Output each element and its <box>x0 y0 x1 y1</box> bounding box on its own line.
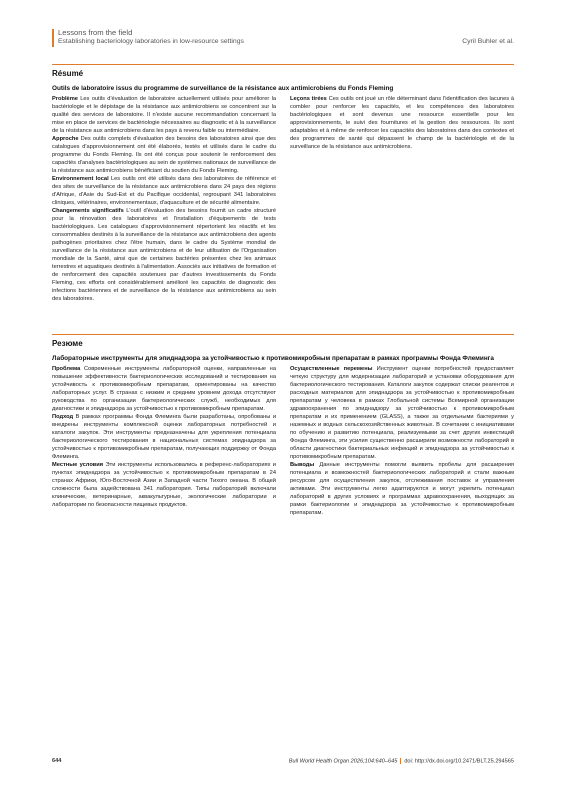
footer-citation-block <box>289 758 514 764</box>
russian-izmeneniya-paragraph <box>290 365 514 461</box>
running-header <box>52 28 514 48</box>
french-columns <box>52 95 514 303</box>
russian-mestnye-text: Эти инструменты использовались в референс-лабораториях и пунктах эпиднадзора за устойчивостью к противомикробным препаратам в 24 странах Африки, Юго-Восточной Азии и Западной части Тихого океана. В общей сложности была задействована 341 лаборатория. Типы лабораторий включали клинические, ветеринарные, аквакультурные, экологические лаборатории и лаборатории по безопасности пищевых продуктов. <box>52 462 276 508</box>
french-approche-text: Des outils complets d'évaluation des besoins des laboratoires ainsi que des catalogues d'approvisionnement ont été élaborés, testés et utilisés dans le cadre du programme du Fonds Fleming. Ils ont été conçus pour soutenir le renforcement des capacités d'analyses bactériologiques au sein de systèmes nationaux de surveillance de la résistance aux antimicrobiens bénéficiant du soutien du Fonds Fleming. <box>52 136 276 174</box>
section-rule <box>52 334 514 335</box>
header-accent-bar <box>52 29 54 47</box>
russian-vyvody-label: Выводы <box>290 462 315 468</box>
page-footer <box>52 758 514 768</box>
russian-izmeneniya-label: Осуществленные перемены <box>290 366 373 372</box>
french-probleme-text: Les outils d'évaluation de laboratoire actuellement utilisés pour améliorer la bactériologie et le dépistage de la résistance aux antimicrobiens se concentrent sur la qualité des services de laboratoire. Il n'existe aucune recommandation concernant la mise en place de services de bactériologie nécessaires au diagnostic et à la surveillance de la résistance aux antimicrobiens dans les pays à revenu faible ou intermédiaire. <box>52 96 276 134</box>
russian-abstract-title: Лабораторные инструменты для эпиднадзора за устойчивостью к противомикробным препаратам в рамках программы Фонда Флеминга <box>52 355 494 362</box>
russian-problema-text: Современные инструменты лабораторной оценки, направленные на повышение эффективности бактериологических исследований и тестирования на устойчивость к противомикробным препаратам, ориентированы на качество лабораторных услуг. В странах с низким и средним уровнем дохода отсутствуют руководства по организации бактериологических служб, необходимых для диагностики и эпиднадзора за устойчивостью к противомикробным препаратам. <box>52 366 276 412</box>
russian-izmeneniya-text: Инструмент оценки потребностей предоставляет четкую структуру для модернизации лабораторий и установки оборудования для бактериологического тестирования. Каталоги закупок содержат списки реагентов и расходных материалов для эпиднадзора за устойчивостью к противомикробным препаратам у человека в рамках Глобальной системы Всемирной организации здравоохранения по эпиднадзору за устойчивостью к противомикробным препаратам и их применением (GLASS), а также за отдельными бактериями у наземных и водных сельскохозяйственных животных. В сочетании с инициативами по обучению и развитию потенциала, реализуемыми за счет других инвестиций Фонда Флеминга, эти усилия существенно расширили возможности лабораторий в области диагностики бактериальных инфекций и эпиднадзора за устойчивостью к противомикробным препаратам. <box>290 366 514 460</box>
french-approche-paragraph <box>52 135 276 175</box>
series-title: Lessons from the field <box>58 28 133 37</box>
french-changements-text: L'outil d'évaluation des besoins fournit un cadre structuré pour la rénovation des laboratoires et l'installation d'équipements de tests bactériologiques. Les catalogues d'approvisionnement répertorient les réactifs et les consommables destinés à la surveillance de la résistance aux antimicrobiens des agents pathogènes prioritaires chez l'être humain, dans le cadre du Système mondial de surveillance de la résistance aux antimicrobiens et de leur utilisation de l'Organisation mondiale de la Santé, ainsi que de certaines bactéries présentes chez les animaux terrestres et aquatiques destinés à l'alimentation. Associés aux initiatives de formation et de renforcement des capacités soutenues par d'autres investissements du Fonds Fleming, ces efforts ont considérablement amélioré les capacités de diagnostic des infections bactériennes et de surveillance de la résistance aux antimicrobiens au sein des laboratoires. <box>52 208 276 302</box>
page-number: 644 <box>52 758 62 764</box>
french-changements-paragraph <box>52 207 276 303</box>
french-lecons-text: Ces outils ont joué un rôle déterminant dans l'identification des lacunes à combler pour renforcer les capacités, et les compétences des laboratoires bactériologiques et sont devenus une ressource essentielle pour les approvisionnements, le suivi des fournitures et la gestion des ressources. Ils sont adaptables et à même de renforcer les capacités des laboratoires dans des contextes et des programmes de santé qui dépassent le champ de la bactériologie et de la surveillance de la résistance aux antimicrobiens. <box>290 96 514 150</box>
french-environnement-paragraph <box>52 175 276 207</box>
french-environnement-label: Environnement local <box>52 176 109 182</box>
section-rule <box>52 64 514 65</box>
french-lecons-label: Leçons tirées <box>290 96 327 102</box>
russian-problema-label: Проблема <box>52 366 81 372</box>
header-authors: Cyril Buhler et al. <box>462 38 514 45</box>
russian-column-right <box>290 365 514 517</box>
article-short-title: Establishing bacteriology laboratories in low-resource settings <box>58 38 244 45</box>
russian-mestnye-paragraph <box>52 461 276 509</box>
french-lecons-paragraph <box>290 95 514 151</box>
russian-vyvody-paragraph <box>290 461 514 517</box>
russian-podkhod-label: Подход <box>52 414 74 420</box>
russian-column-left <box>52 365 276 517</box>
french-column-left <box>52 95 276 303</box>
french-environnement-text: Les outils ont été utilisés dans des laboratoires de référence et des sites de surveillance de la résistance aux antimicrobiens dans 24 pays des régions d'Afrique, d'Asie du Sud-Est et du Pacifique occidental, regroupant 341 laboratoires cliniques, vétérinaires, environnementaux, d'aquaculture et de sécurité alimentaire. <box>52 176 276 206</box>
french-probleme-paragraph <box>52 95 276 135</box>
russian-problema-paragraph <box>52 365 276 413</box>
russian-abstract <box>52 334 514 517</box>
footer-separator <box>400 758 401 764</box>
russian-mestnye-label: Местные условия <box>52 462 104 468</box>
doi-link[interactable]: doi: http://dx.doi.org/10.2471/BLT.25.294565 <box>404 758 514 765</box>
french-section-heading: Résumé <box>52 69 84 78</box>
french-changements-label: Changements significatifs <box>52 208 124 214</box>
russian-podkhod-text: В рамках программы Фонда Флеминга были разработаны, опробованы и внедрены инструменты комплексной оценки лабораторных потребностей и каталоги закупок. Эти инструменты предназначены для укрепления потенциала бактериологического тестирования в национальных системах эпиднадзора за устойчивостью к противомикробным препаратам, получающих поддержку от Фонда Флеминга. <box>52 414 276 460</box>
russian-columns <box>52 365 514 517</box>
french-approche-label: Approche <box>52 136 79 142</box>
journal-citation: Bull World Health Organ 2026;104:640–645 <box>288 758 398 765</box>
russian-podkhod-paragraph <box>52 413 276 461</box>
french-abstract-title: Outils de laboratoire issus du programme de surveillance de la résistance aux antimicrobiens du Fonds Fleming <box>52 85 394 92</box>
french-column-right <box>290 95 514 303</box>
russian-vyvody-text: Данные инструменты помогли выявить пробелы для расширения потенциала и возможностей бактериологических лабораторий и стали важным ресурсом для осуществления закупок, отслеживания поставок и управления активами. Эти инструменты легко адаптируются и могут укрепить потенциал лабораторий в других условиях и программах здравоохранения, выходящих за рамки бактериологии и эпиднадзора за устойчивостью к противомикробным препаратам. <box>290 462 514 516</box>
french-probleme-label: Problème <box>52 96 78 102</box>
french-abstract <box>52 64 514 303</box>
russian-section-heading: Резюме <box>52 339 83 348</box>
